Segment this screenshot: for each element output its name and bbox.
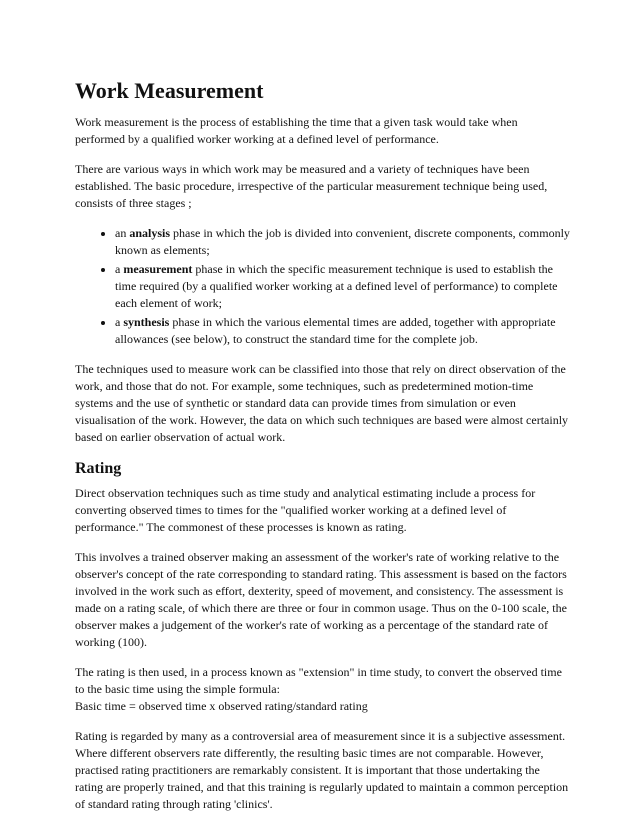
rating-paragraph-1: Direct observation techniques such as time study and analytical estimating include a process for converting observed times to times for the "qualified worker working at a defined level of performance." The commonest of these processes is known as rating. xyxy=(75,485,536,534)
page-title: Work Measurement xyxy=(75,78,264,103)
rating-heading: Rating xyxy=(75,460,122,478)
rating-paragraph-2: This involves a trained observer making an assessment of the worker's rate of working relative to the observer's concept of the rate corresponding to standard rating. This assessment is based on the factors involved in the work such as effort, dexterity, speed of movement, and consistency. The assessment is made on a rating scale, of which there are three or four in common usage. Thus on the 0-100 scale, the observer makes a judgement of the worker's rate of working as a percentage of the standard rate of working (100). xyxy=(75,549,567,649)
rating-paragraph-4: Rating is regarded by many as a controversial area of measurement since it is a subjective assessment. Where different observers rate differently, the resulting basic times are not comparable. However, practised rating practitioners are remarkably consistent. It is important that those undertaking the rating are properly trained, and that this training is regularly updated to maintain a common perception of standard rating through rating 'clinics'. xyxy=(75,728,569,811)
stages-list xyxy=(75,225,570,348)
stage-term: measurement xyxy=(123,262,193,277)
techniques-paragraph: The techniques used to measure work can be classified into those that rely on direct observation of the work, and those that do not. For example, some techniques, such as predetermined motion-time systems and the use of synthetic or standard data can provide times from simulation or even visualisation of the work. However, the data on which such techniques are based were almost certainly based on earlier observation of actual work. xyxy=(75,362,569,445)
stage-text: phase in which the various elemental times are added, together with appropriate allowances (see below), to construct the standard time for the complete job. xyxy=(115,315,556,347)
extension-text: The rating is then used, in a process known as "extension" in time study, to convert the observed time to the basic time using the simple formula: xyxy=(75,664,562,696)
stage-prefix: a xyxy=(115,262,124,277)
formula: Basic time = observed time x observed rating/standard rating xyxy=(75,698,368,713)
list-item-synthesis xyxy=(115,314,570,348)
stage-prefix: a xyxy=(115,315,124,330)
rating-paragraph-3 xyxy=(75,664,570,715)
list-item-measurement xyxy=(115,261,570,312)
list-item-analysis xyxy=(115,225,570,259)
stage-term: analysis xyxy=(129,226,171,241)
intro-paragraph: Work measurement is the process of establishing the time that a given task would take when performed by a qualified worker working at a defined level of performance. xyxy=(75,115,518,147)
stage-term: synthesis xyxy=(123,315,170,330)
stage-text: phase in which the specific measurement technique is used to establish the time required (by a qualified worker working at a defined level of performance) to complete each element of work; xyxy=(115,262,558,311)
stage-prefix: an xyxy=(115,226,130,241)
methods-intro-paragraph: There are various ways in which work may be measured and a variety of techniques have been established. The basic procedure, irrespective of the particular measurement technique being used, consists of three stages ; xyxy=(75,162,548,211)
stage-text: phase in which the job is divided into convenient, discrete components, commonly known as elements; xyxy=(115,226,570,258)
document-page xyxy=(75,78,570,826)
